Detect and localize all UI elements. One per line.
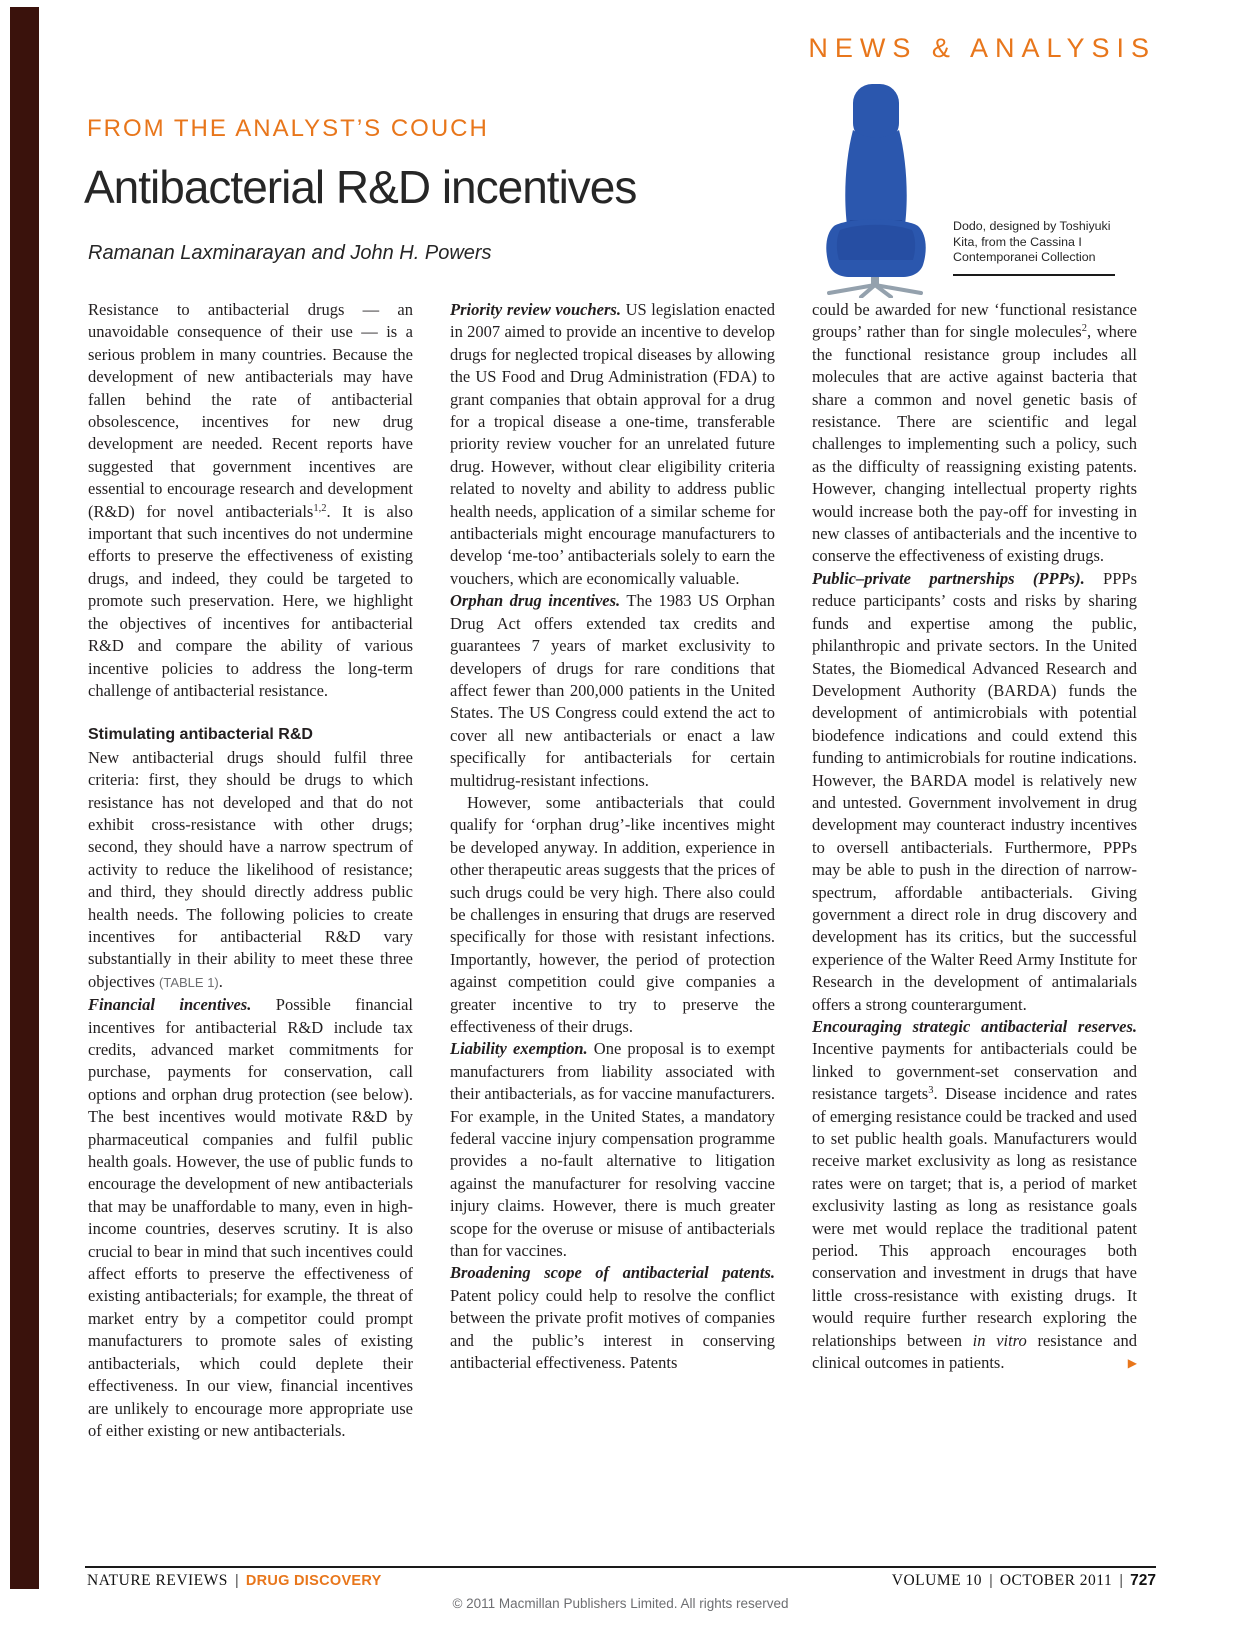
- copyright-notice: © 2011 Macmillan Publishers Limited. All rights reserved: [452, 1596, 789, 1611]
- chair-caption: Dodo, designed by Toshiyuki Kita, from the Cassina I Contemporanei Collection: [953, 219, 1115, 276]
- footer-brand: DRUG DISCOVERY: [245, 1573, 382, 1589]
- article-column-2: [450, 299, 775, 1375]
- section-heading: Stimulating antibacterial R&D: [88, 726, 313, 744]
- authors-byline: Ramanan Laxminarayan and John H. Powers: [88, 242, 492, 264]
- text-lead: Financial incentives.: [88, 995, 252, 1015]
- paragraph: Resistance to antibacterial drugs — an unavoidable consequence of their use — is a serious problem in many countries. Because the development of new antibacterials may have fallen behind the rate of antibacterial obsolescence, incentives for new drug development are needed. Recent reports have suggested that government incentives are essential to encourage research and development (R&D) for novel antibacterials$^{1,2}$. It is also important that such incentives do not undermine efforts to preserve the effectiveness of existing drugs, and indeed, they could be targeted to promote such preservation. Here, we highlight the objectives of incentives for antibacterial R&D and compare the ability of various incentive policies to address the long-term challenge of antibacterial resistance.: [88, 300, 413, 700]
- text-lead: Priority review vouchers.: [450, 300, 621, 319]
- paragraph: Encouraging strategic antibacterial reserves. Incentive payments for antibacterials could be linked to government-set conservation and resistance targets$^3$. Disease incidence and rates of emerging resistance could be tracked and used to set public health goals. Manufacturers would receive market exclusivity as long as resistance rates were on target; that is, a period of market exclusivity lasting as long as resistance goals were met would replace the traditional patent period. This approach encourages both conservation and investment in drugs that have little cross-resistance with existing drugs. It would require further research exploring the relationships between in vitro resistance and clinical outcomes in patients. ▶: [812, 1016, 1137, 1375]
- footer-rule: [85, 1566, 1156, 1568]
- paragraph: could be awarded for new ‘functional resistance groups’ rather than for single molecules$^2$, where the functional resistance group includes all molecules that are active against bacteria that share a common and novel genetic basis of resistance. There are scientific and legal challenges to implementing such a policy, such as the difficulty of reassigning existing patents. However, changing intellectual property rights would increase both the pay-off for investing in new classes of antibacterials and the incentive to conserve the effectiveness of existing drugs.: [812, 300, 1137, 566]
- paragraph: Priority review vouchers. US legislation enacted in 2007 aimed to provide an incentive to develop drugs for neglected tropical diseases by allowing the US Food and Drug Administration (FDA) to grant companies that obtain approval for a drug for a tropical disease a one-time, transferable priority review voucher for an unrelated future drug. However, without clear eligibility criteria related to novelty and ability to address public health needs, application of a similar scheme for antibacterials might encourage manufacturers to develop ‘me-too’ antibacterials solely to earn the vouchers, which are economically valuable.: [450, 300, 775, 588]
- text-sup: 3: [928, 1085, 934, 1097]
- text-lead: Encouraging strategic antibacterial reserves.: [812, 1017, 1137, 1036]
- dodo-chair-illustration: [793, 80, 955, 298]
- text-italic: in vitro: [972, 1330, 1027, 1350]
- text-lead: Orphan drug incentives.: [450, 591, 621, 611]
- footer-volume: VOLUME 10: [891, 1572, 982, 1589]
- page-title: Antibacterial R&D incentives: [84, 161, 637, 213]
- article-column-1: [88, 299, 413, 1442]
- text-lead: Public–private partnerships (PPPs).: [812, 568, 1085, 588]
- article-kicker: FROM THE ANALYST’S COUCH: [87, 115, 489, 142]
- chair-image: [793, 80, 955, 298]
- paragraph: Orphan drug incentives. The 1983 US Orphan Drug Act offers extended tax credits and guarantees 7 years of market exclusivity to developers of drugs for rare conditions that affect fewer than 200,000 patients in the United States. The US Congress could extend the act to cover all new antibacterials or enact a law specifically for antibacterials for certain multidrug-resistant infections.: [450, 591, 776, 790]
- paragraph: Broadening scope of antibacterial patents. Patent policy could help to resolve the conflict between the private profit motives of companies and the public’s interest in conserving antibacterial effectiveness. Patents: [450, 1263, 775, 1373]
- footer-separator: |: [234, 1572, 239, 1589]
- continued-marker: ▶: [1127, 1356, 1137, 1371]
- section-banner: NEWS & ANALYSIS: [808, 33, 1156, 63]
- paragraph: Financial incentives. Possible financial incentives for antibacterial R&D include tax credits, advanced market commitments for purchase, payments for conservation, call options and orphan drug protection (see below). The best incentives would motivate R&D by pharmaceutical companies and fulfil public health goals. However, the use of public funds to encourage the development of new antibacterials that may be unaffordable to many, even in high-income countries, deserves scrutiny. It is also crucial to bear in mind that such incentives could affect efforts to preserve the effectiveness of existing antibacterials; for example, the threat of market entry by a competitor could prompt manufacturers to promote sales of existing antibacterials, which could deplete their effectiveness. In our view, financial incentives are unlikely to encourage more appropriate use of either existing or new antibacterials.: [88, 995, 413, 1440]
- text-lead: Liability exemption.: [450, 1039, 588, 1059]
- paragraph: Liability exemption. One proposal is to exempt manufacturers from liability associated with their antibacterials, as for vaccine manufacturers. For example, in the United States, a mandatory federal vaccine injury compensation programme provides a no-fault alternative to litigation against the manufacturer for resolving vaccine injury claims. However, there is much greater scope for the overuse or misuse of antibacterials than for vaccines.: [450, 1039, 775, 1261]
- paragraph: New antibacterial drugs should fulfil three criteria: first, they should be drugs to which resistance has not developed and that do not exhibit cross-resistance with other drugs; second, they should have a narrow spectrum of activity to reduce the likelihood of resistance; and third, they should directly address public health needs. The following policies to create incentives for antibacterial R&D vary substantially in their ability to meet these three objectives (TABLE 1).: [88, 747, 413, 991]
- footer-separator: |: [1119, 1572, 1124, 1589]
- text-smallcaps: (TABLE 1): [159, 974, 219, 990]
- footer-page-number: 727: [1130, 1572, 1156, 1589]
- footer-issue-info: [892, 1572, 1156, 1590]
- footer-journal-name: NATURE REVIEWS: [87, 1572, 228, 1589]
- footer-separator: |: [988, 1572, 993, 1589]
- paragraph: Public–private partnerships (PPPs). PPPs reduce participants’ costs and risks by sharing funds and expertise among the public, philanthropic and private sectors. In the United States, the Biomedical Advanced Research and Development Authority (BARDA) funds the development of antimicrobials with potential biodefence indications and could extend this funding to antimicrobials for routine indications. However, the BARDA model is relatively new and untested. Government involvement in drug development may counteract industry incentives to oversell antibacterials. Furthermore, PPPs may be able to push in the direction of narrow-spectrum, affordable antibacterials. Giving government a direct role in drug discovery and development has its critics, but the successful experience of the Walter Reed Army Institute for Research in the development of antimalarials offers a strong counterargument.: [812, 568, 1137, 1014]
- footer-journal: [87, 1572, 382, 1590]
- page-edge-bar: [10, 7, 39, 1589]
- text-sup: 1,2: [313, 502, 327, 514]
- text-sup: 2: [1081, 323, 1087, 335]
- article-column-3: [812, 299, 1137, 1375]
- paragraph: However, some antibacterials that could qualify for ‘orphan drug’-like incentives might be developed anyway. In addition, experience in other therapeutic areas suggests that the prices of such drugs could be very high. There also could be challenges in ensuring that drugs are reserved specifically for those with resistant infections. Importantly, however, the period of protection against competition could give companies a greater incentive to try to preserve the effectiveness of their drugs.: [450, 792, 775, 1036]
- footer-issue: OCTOBER 2011: [999, 1572, 1113, 1589]
- text-lead: Broadening scope of antibacterial patents.: [450, 1263, 775, 1283]
